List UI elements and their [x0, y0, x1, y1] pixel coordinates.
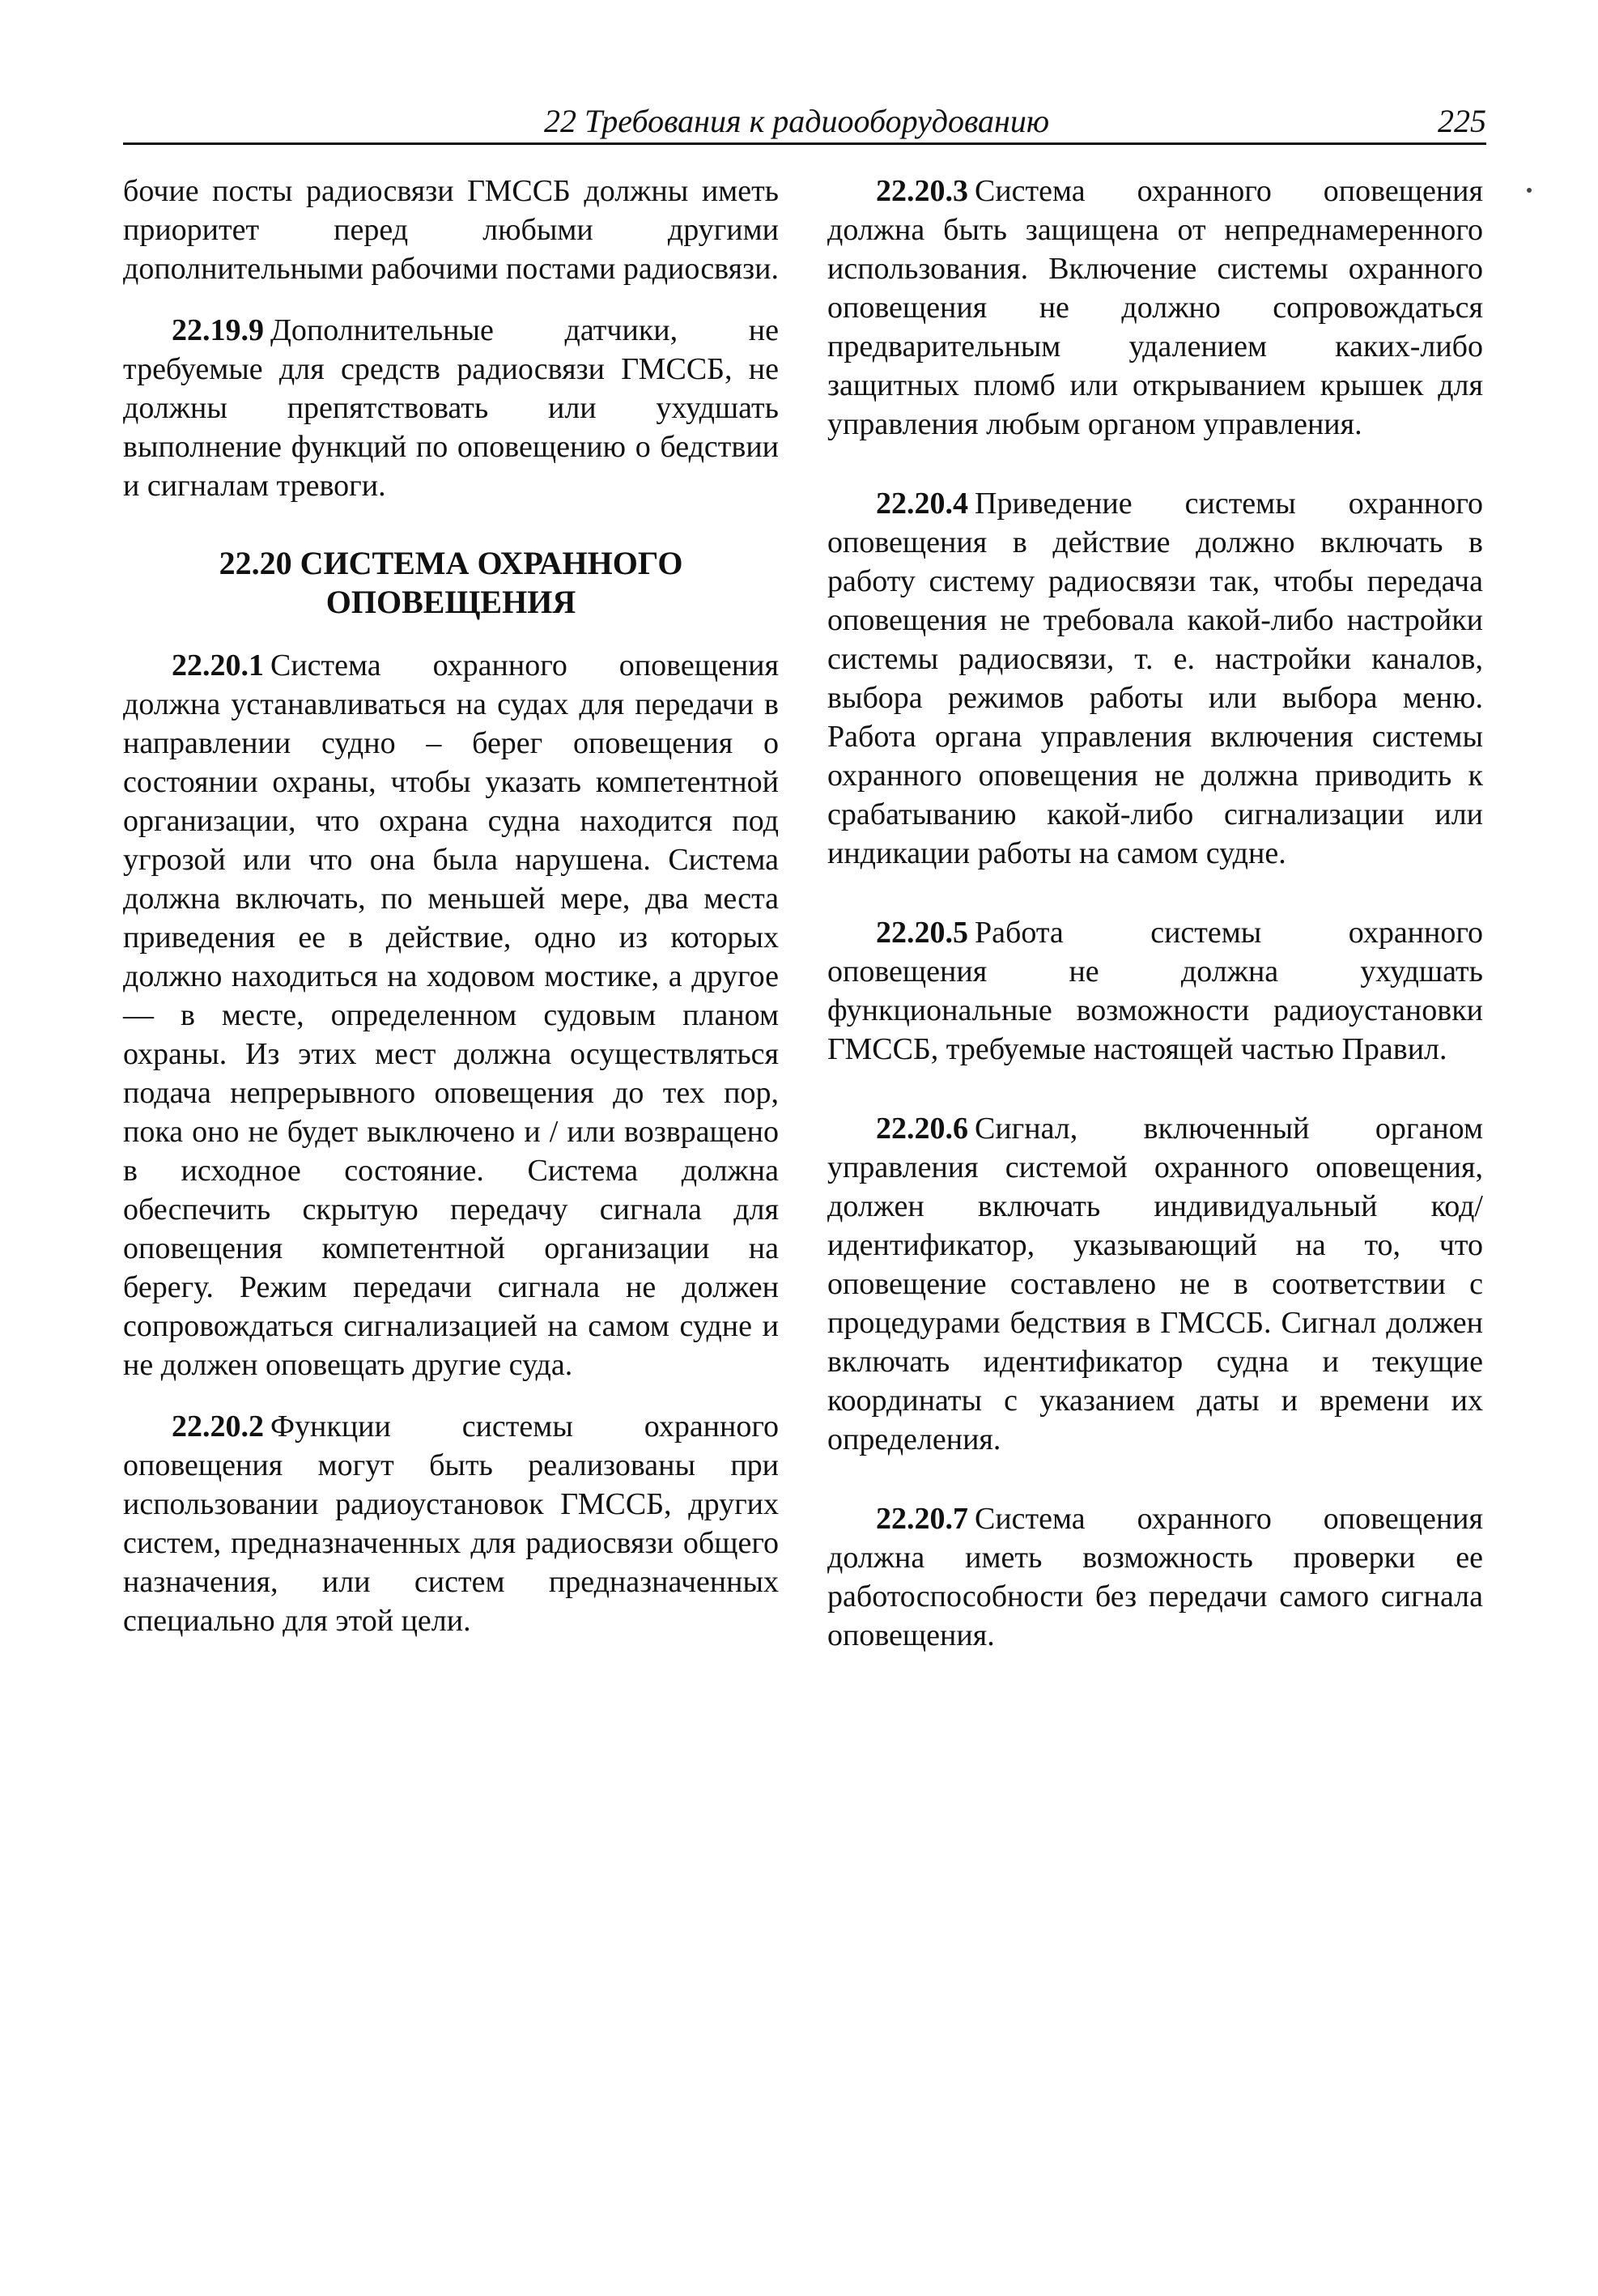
running-header-title: 22 Требования к радиооборудованию [544, 103, 1050, 139]
paragraph-22-19-9 [123, 311, 779, 505]
paragraph-22-20-3 [827, 172, 1483, 444]
paragraph-text: Система охранного оповещения должна иметь возможность проверки ее работоспособности без передачи самого сигнала оповещения. [827, 1502, 1483, 1652]
section-heading-line-2: ОПОВЕЩЕНИЯ [325, 584, 576, 620]
paragraph-text: Приведение системы охранного оповещения в действие должно включать в работу систему радиосвязи так, чтобы передача оповещения не требовала какой-либо настройки системы радиосвязи, т. е. настройки каналов, выбора режимов работы или выбора меню. Работа органа управления включения системы охранного оповещения не должна приводить к срабатыванию какой-либо сигнализации или индикации работы на самом судне. [827, 487, 1483, 870]
paragraph-number: 22.20.1 [172, 648, 264, 682]
paragraph-22-20-2 [123, 1407, 779, 1640]
page-number: 225 [1438, 103, 1486, 139]
paragraph-22-20-6 [827, 1109, 1483, 1459]
paragraph-22-20-7 [827, 1499, 1483, 1655]
left-column [123, 172, 779, 1640]
paragraph-22-20-4 [827, 484, 1483, 873]
paragraph-number: 22.20.6 [876, 1112, 968, 1146]
paragraph-continuation: бочие посты радиосвязи ГМССБ должны иметь приоритет перед любыми другими дополнительными рабочими постами радиосвязи. [123, 174, 779, 286]
paragraph-number: 22.20.5 [876, 916, 968, 950]
header-rule [123, 142, 1486, 145]
running-header [123, 102, 1486, 147]
paragraph-number: 22.20.3 [876, 174, 968, 208]
section-heading-22-20 [123, 544, 779, 622]
paragraph-text: Работа системы охранного оповещения не должна ухудшать функциональные возможности радиоустановки ГМССБ, требуемые настоящей частью Правил. [827, 916, 1483, 1066]
paragraph-text: Система охранного оповещения должна устанавливаться на судах для передачи в направлении судно – берег оповещения о состоянии охраны, чтобы указать компетентной организации, что охрана судна находится под угрозой или что она была нарушена. Система должна включать, по меньшей мере, два места приведения ее в действие, одно из которых должно находиться на ходовом мостике, а другое — в месте, определенном судовым планом охраны. Из этих мест должна осуществляться подача непрерывного оповещения до тех пор, пока оно не будет выключено и / или возвращено в исходное состояние. Система должна обеспечить скрытую передачу сигнала для оповещения компетентной организации на берегу. Режим передачи сигнала не должен сопровождаться сигнализацией на самом судне и не должен оповещать другие суда. [123, 648, 779, 1382]
paragraph-text: Сигнал, включенный органом управления системой охранного оповещения, должен включать индивидуальный код/идентификатор, указывающий на то, что оповещение составлено не в соответствии с процедурами бедствия в ГМССБ. Сигнал должен включать идентификатор судна и текущие координаты с указанием даты и времени их определения. [827, 1112, 1483, 1456]
right-column [827, 172, 1483, 1655]
scan-speck [1527, 188, 1532, 193]
paragraph-number: 22.20.7 [876, 1502, 968, 1536]
paragraph-22-20-1 [123, 646, 779, 1384]
paragraph-text: Дополнительные датчики, не требуемые для средств радиосвязи ГМССБ, не должны препятствовать или ухудшать выполнение функций по оповещению о бедствии и сигналам тревоги. [123, 313, 779, 503]
paragraph-text: Система охранного оповещения должна быть защищена от непреднамеренного использования. Включение системы охранного оповещения не должно сопровождаться предварительным удалением каких-либо защитных пломб или открыванием крышек для управления любым органом управления. [827, 174, 1483, 441]
paragraph-number: 22.20.4 [876, 487, 968, 521]
section-heading-line-1: 22.20 СИСТЕМА ОХРАННОГО [219, 545, 683, 581]
paragraph-number: 22.19.9 [172, 313, 264, 347]
paragraph-22-20-5 [827, 913, 1483, 1069]
paragraph-text: Функции системы охранного оповещения могут быть реализованы при использовании радиоустановок ГМССБ, других систем, предназначенных для радиосвязи общего назначения, или систем предназначенных специально для этой цели. [123, 1409, 779, 1638]
paragraph-number: 22.20.2 [172, 1409, 264, 1444]
